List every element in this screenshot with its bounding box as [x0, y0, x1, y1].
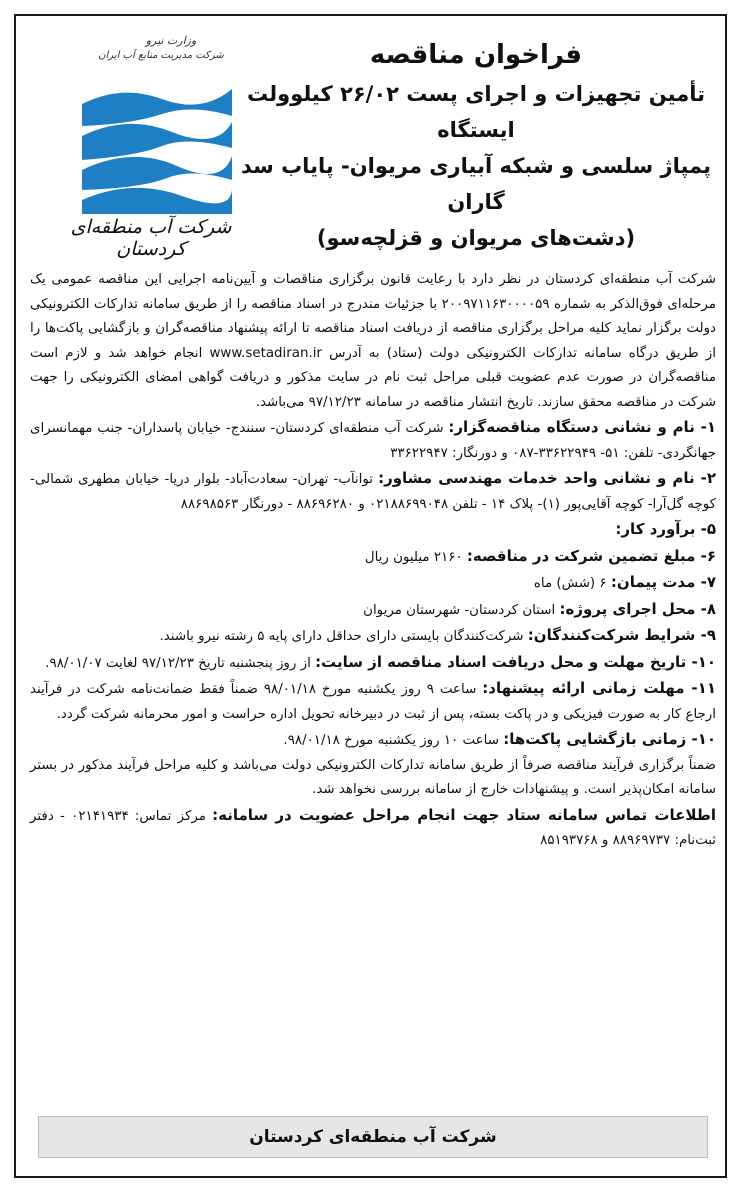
item-key: ۱۰- تاریخ مهلت و محل دریافت اسناد مناقصه از سایت:: [315, 652, 716, 671]
item-10: [30, 650, 716, 677]
footer-signature: شرکت آب منطقه‌ای کردستان: [38, 1116, 708, 1158]
contact-info: [30, 803, 716, 854]
note-paragraph: ضمناً برگزاری فرآیند مناقصه صرفاً از طریق سامانه تدارکات الکترونیکی دولت می‌باشد و کلیه مراحل فرآیند مذکور در بستر سامانه امکان‌پذیر است. و پیشنهادات خارج از سامانه بررسی نخواهد شد.: [30, 757, 716, 797]
ministry-label: وزارت نیرو: [145, 34, 197, 47]
item-2: [30, 466, 716, 517]
logo-caption: شرکت آب منطقه‌ای کردستان: [70, 216, 232, 260]
notice-frame: [14, 14, 727, 1178]
item-key: ۶- مبلغ تضمین شرکت در مناقصه:: [466, 546, 716, 565]
parent-company-label: شرکت مدیریت منابع آب ایران: [98, 50, 224, 61]
item-value: استان کردستان- شهرستان مریوان: [363, 602, 556, 618]
item-value: توانآب- تهران- سعادت‌آباد- بلوار دریا- خیابان مطهری شمالی- کوچه گل‌آرا- کوچه آقایی‌پور (۱)- پلاک ۱۴ - تلفن ۰۲۱۸۸۶۹۹۰۴۸ و ۸۸۶۹۶۲۸۰ - دورنگار ۸۸۶۹۸۵۶۳: [30, 472, 716, 512]
company-logo: [46, 34, 236, 264]
item-8: [30, 597, 716, 624]
contact-key: اطلاعات تماس سامانه ستاد جهت انجام مراحل عضویت در سامانه:: [212, 805, 716, 824]
item-key: ۵- برآورد کار:: [615, 520, 716, 538]
subtitle-line-3: (دشت‌های مریوان و قزلچه‌سو): [316, 226, 636, 250]
contact-value: مرکز تماس: ۰۲۱۴۱۹۳۴ - دفتر ثبت‌نام: ۸۸۹۶۹۷۳۷ و ۸۵۱۹۳۷۶۸: [30, 808, 716, 848]
item-key: ۱- نام و نشانی دستگاه مناقصه‌گزار:: [448, 418, 716, 436]
item-5: [30, 517, 716, 544]
page-title: فراخوان مناقصه: [369, 40, 583, 70]
item-value: ساعت ۱۰ روز یکشنبه مورخ ۹۸/۰۱/۱۸.: [283, 733, 499, 748]
item-value: ساعت ۹ روز یکشنبه مورخ ۹۸/۰۱/۱۸ ضمناً فقط ضمانت‌نامه شرکت در فرآیند ارجاع کار به صورت فیزیکی و در پاکت بسته، پس از ثبت در دبیرخانه تحویل اداره حراست و امور محرمانه شرکت گردد.: [30, 682, 716, 722]
notice-header: [16, 16, 729, 266]
item-key: ۱۰- زمانی بازگشایی پاکت‌ها:: [503, 730, 716, 748]
item-key: ۹- شرایط شرکت‌کنندگان:: [527, 626, 716, 644]
item-key: ۷- مدت پیمان:: [610, 573, 716, 591]
item-9: [30, 623, 716, 650]
item-6: [30, 544, 716, 571]
item-1: [30, 415, 716, 466]
subtitle-line-1: تأمین تجهیزات و اجرای پست ۲۶/۰۲ کیلوولت ایستگاه: [247, 82, 705, 142]
item-12: [30, 727, 716, 754]
item-key: ۱۱- مهلت زمانی ارائه پیشنهاد:: [482, 679, 716, 697]
item-7: [30, 570, 716, 597]
notice-body: [30, 268, 716, 1058]
title-block: [241, 40, 711, 256]
item-key: ۸- محل اجرای پروژه:: [559, 599, 716, 618]
subtitle-line-2: پمپاژ سلسی و شبکه آبیاری مریوان- پایاب سد گاران: [240, 154, 711, 214]
item-value: شرکت‌کنندگان بایستی دارای حداقل دارای پایه ۵ رشته نیرو باشند.: [159, 629, 524, 644]
item-value: از روز پنجشنبه تاریخ ۹۷/۱۲/۲۳ لغایت ۹۸/۰۱/۰۷.: [45, 655, 311, 671]
item-value: شرکت آب منطقه‌ای کردستان- سنندج- خیابان پاسداران- جنب مهمانسرای جهانگردی- تلفن: ۵۱- ۳۳۶۲۲۹۴۹-۰۸۷ و دورنگار: ۳۳۶۲۲۹۴۷: [30, 421, 716, 461]
water-wave-icon: [82, 74, 232, 214]
item-value: ۶ (شش) ماه: [533, 576, 607, 591]
item-11: [30, 676, 716, 727]
intro-paragraph: شرکت آب منطقه‌ای کردستان در نظر دارد با رعایت قانون برگزاری مناقصات و آیین‌نامه اجرایی این مناقصه عمومی یک مرحله‌ای فوق‌الذکر به شماره ۲۰۰۹۷۱۱۶۳۰۰۰۰۵۹ با جزئیات مندرج در اسناد مناقصه را از طریق سامانه تدارکات الکترونیکی دولت برگزار نماید کلیه مراحل برگزاری مناقصه از دریافت اسناد مناقصه تا ارائه پیشنهاد مناقصه‌گران و بازگشایی پاکت‌ها را از طریق درگاه سامانه تدارکات الکترونیکی دولت (ستاد) به آدرس www.setadiran.ir انجام خواهد شد و لازم است مناقصه‌گران در صورت عدم عضویت قبلی مراحل ثبت نام در سایت مذکور و دریافت گواهی امضای الکترونیکی را جهت شرکت در مناقصه محقق سازند. تاریخ انتشار مناقصه در سامانه ۹۷/۱۲/۲۳ می‌باشد.: [30, 272, 716, 410]
item-value: ۲۱۶۰ میلیون ریال: [364, 549, 463, 565]
item-key: ۲- نام و نشانی واحد خدمات مهندسی مشاور:: [378, 469, 716, 487]
